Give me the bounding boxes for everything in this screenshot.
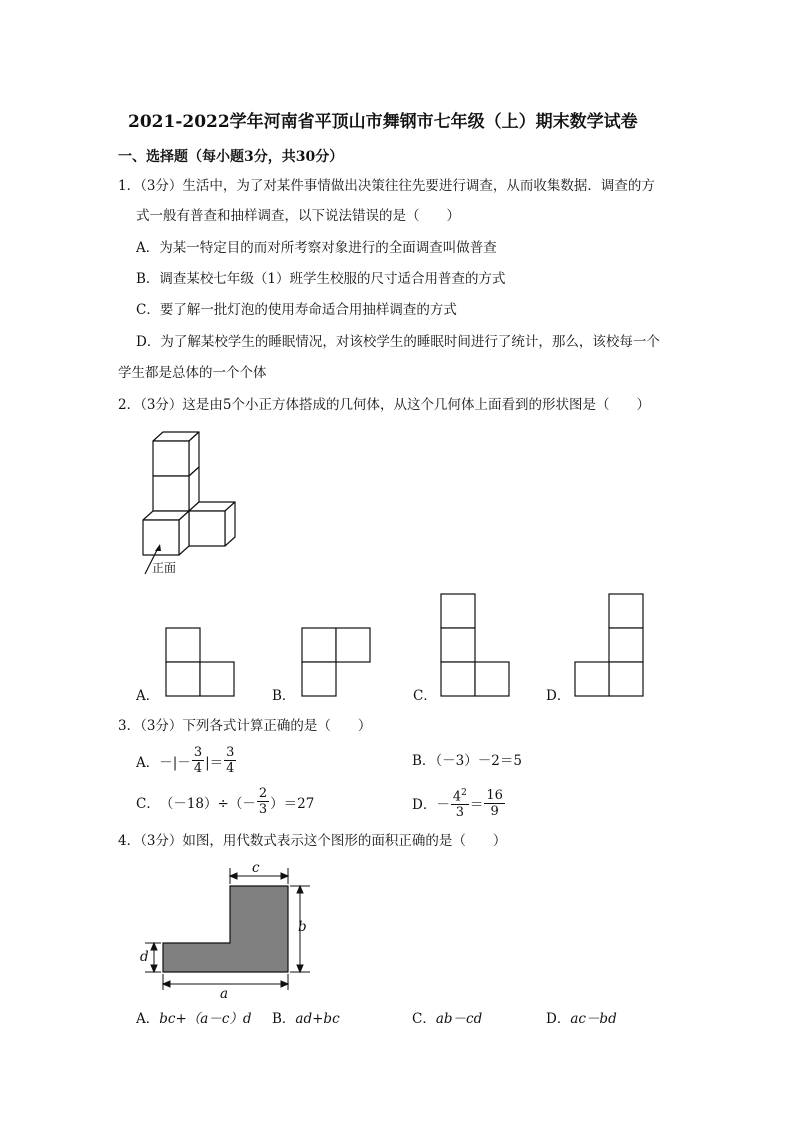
- q3-c-frac: $\frac{2}{3}$: [258, 786, 268, 817]
- dim-label-b: b: [298, 919, 307, 935]
- q1-stem-line1: 1．（3分）生活中，为了对某件事情做出决策往往先要进行调查，从而收集数据．调查的方: [118, 178, 655, 194]
- q2-option-a-label: A．: [136, 688, 160, 704]
- q3-a-pre: －|－: [159, 754, 191, 771]
- q3-d-frac1: $\frac{4^2}{3}$: [452, 788, 467, 821]
- q4-option-b: B．ad+bc: [272, 1011, 340, 1027]
- q1-stem-line2: 式一般有普查和抽样调查，以下说法错误的是（ ）: [136, 208, 460, 224]
- q3-a-mid: |＝: [205, 754, 224, 771]
- q4-option-a: A．bc+（a－c）d: [136, 1011, 252, 1027]
- q3-d-eq: ＝: [469, 797, 484, 814]
- q2-option-c-label: C．: [413, 688, 437, 704]
- dim-label-a: a: [220, 986, 229, 1002]
- q2-option-b-label: B．: [272, 688, 296, 704]
- dim-label-d: d: [140, 949, 149, 965]
- q3-a-label: A．: [136, 754, 160, 771]
- q4-option-c: C．ab－cd: [412, 1011, 483, 1027]
- section-heading: 一、选择题（每小题3分，共30分）: [118, 149, 344, 165]
- q3-a-frac2: $\frac{3}{4}$: [226, 745, 235, 776]
- q1-option-b: B．调查某校七年级（1）班学生校服的尺寸适合用普查的方式: [136, 271, 506, 287]
- q1-option-c: C．要了解一批灯泡的使用寿命适合用抽样调查的方式: [136, 302, 457, 318]
- front-label: 正面: [152, 561, 177, 575]
- q3-d-pre: －: [436, 797, 450, 814]
- q2-stem: 2．（3分）这是由5个小正方体搭成的几何体，从这个几何体上面看到的形状图是（ ）: [118, 397, 651, 413]
- q1-option-a: A．为某一特定目的而对所考察对象进行的全面调查叫做普查: [136, 240, 497, 256]
- q3-stem: 3．（3分）下列各式计算正确的是（ ）: [118, 718, 372, 734]
- q3-c-label: C．: [136, 795, 160, 812]
- q1-option-d-line2: 学生都是总体的一个个体: [118, 365, 267, 381]
- q1-option-d-line1: D．为了解某校学生的睡眠情况，对该校学生的睡眠时间进行了统计，那么，该校每一个: [136, 334, 660, 350]
- q3-a-frac1: $\frac{3}{4}$: [193, 745, 203, 776]
- q3-c-pre: （－18）÷（－: [159, 795, 256, 812]
- q3-c-post: ）＝27: [270, 795, 315, 812]
- q3-d-frac2: $\frac{16}{9}$: [486, 787, 503, 819]
- dim-label-c: c: [252, 860, 260, 876]
- q2-option-d-label: D．: [546, 688, 571, 704]
- page-title: 2021-2022学年河南省平顶山市舞钢市七年级（上）期末数学试卷: [128, 112, 638, 132]
- q3-option-b: B．（－3）－2＝5: [412, 753, 522, 769]
- q4-option-d: D．ac－bd: [546, 1011, 617, 1027]
- q3-d-label: D．: [412, 797, 437, 814]
- q4-stem: 4．（3分）如图，用代数式表示这个图形的面积正确的是（ ）: [118, 833, 507, 849]
